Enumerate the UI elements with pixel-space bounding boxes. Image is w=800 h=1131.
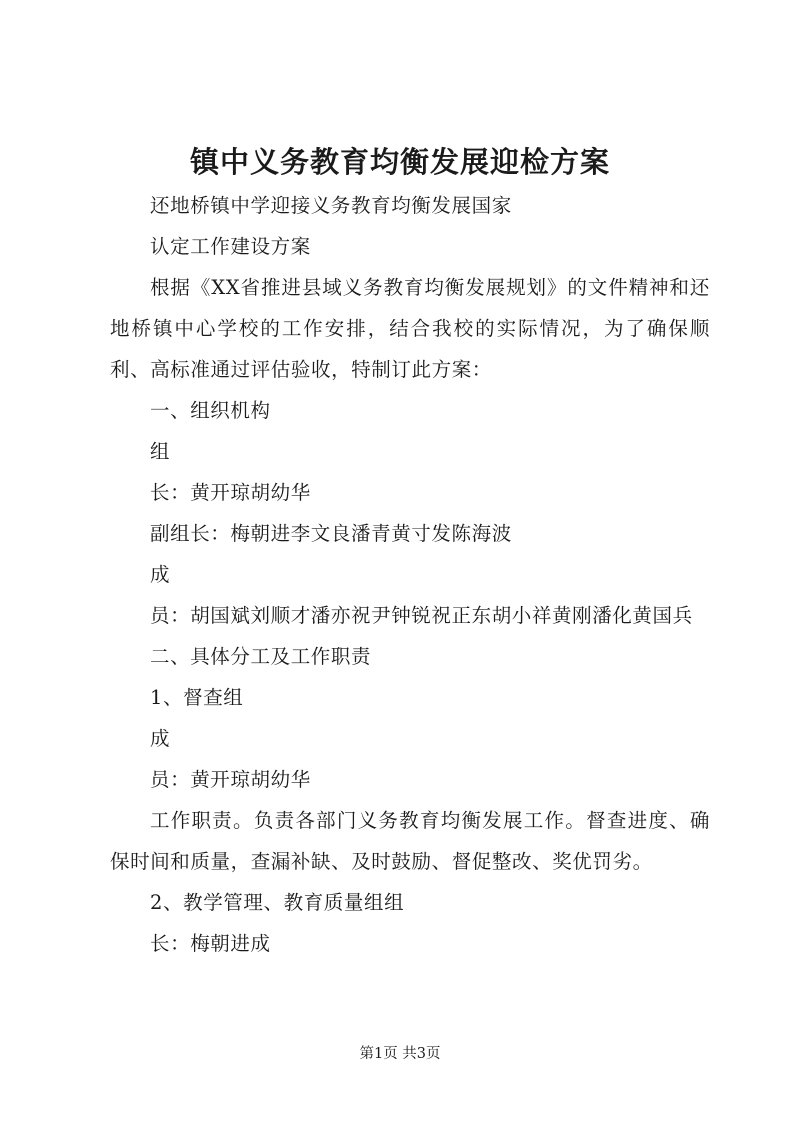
subsection-heading-teaching: 2、教学管理、教育质量组组 <box>150 891 405 914</box>
page-number-footer: 第1页 共3页 <box>359 1046 441 1062</box>
paragraph-deputy-leaders: 副组长：梅朝进李文良潘青黄寸发陈海波 <box>150 522 512 545</box>
document-title: 镇中义务教育均衡发展迎检方案 <box>189 145 610 179</box>
section-heading-duties: 二、具体分工及工作职责 <box>150 645 372 668</box>
paragraph-teaching-leader: 长：梅朝进成 <box>150 932 271 955</box>
paragraph-group-leaders: 长：黄开琼胡幼华 <box>150 481 311 504</box>
paragraph-group-fragment: 组 <box>150 440 171 463</box>
paragraph-members-fragment: 成 <box>150 563 171 586</box>
paragraph-heading-line2: 认定工作建设方案 <box>150 235 311 258</box>
paragraph-members: 员：胡国斌刘顺才潘亦祝尹钟锐祝正东胡小祥黄刚潘化黄国兵 <box>150 604 693 627</box>
subsection-heading-supervision: 1、督查组 <box>150 686 244 709</box>
document-body <box>110 185 710 964</box>
paragraph-members-fragment-2: 成 <box>150 727 171 750</box>
paragraph-supervision-duties: 工作职责。负责各部门义务教育均衡发展工作。督查进度、确保时间和质量，查漏补缺、及时鼓励、督促整改、奖优罚劣。 <box>110 809 710 873</box>
section-heading-organization: 一、组织机构 <box>150 399 271 422</box>
paragraph-intro: 根据《XX省推进县域义务教育均衡发展规划》的文件精神和还地桥镇中心学校的工作安排，结合我校的实际情况，为了确保顺利、高标准通过评估验收，特制订此方案： <box>110 276 710 381</box>
paragraph-supervision-members: 员：黄开琼胡幼华 <box>150 768 311 791</box>
paragraph-heading-line1: 还地桥镇中学迎接义务教育均衡发展国家 <box>150 194 512 217</box>
